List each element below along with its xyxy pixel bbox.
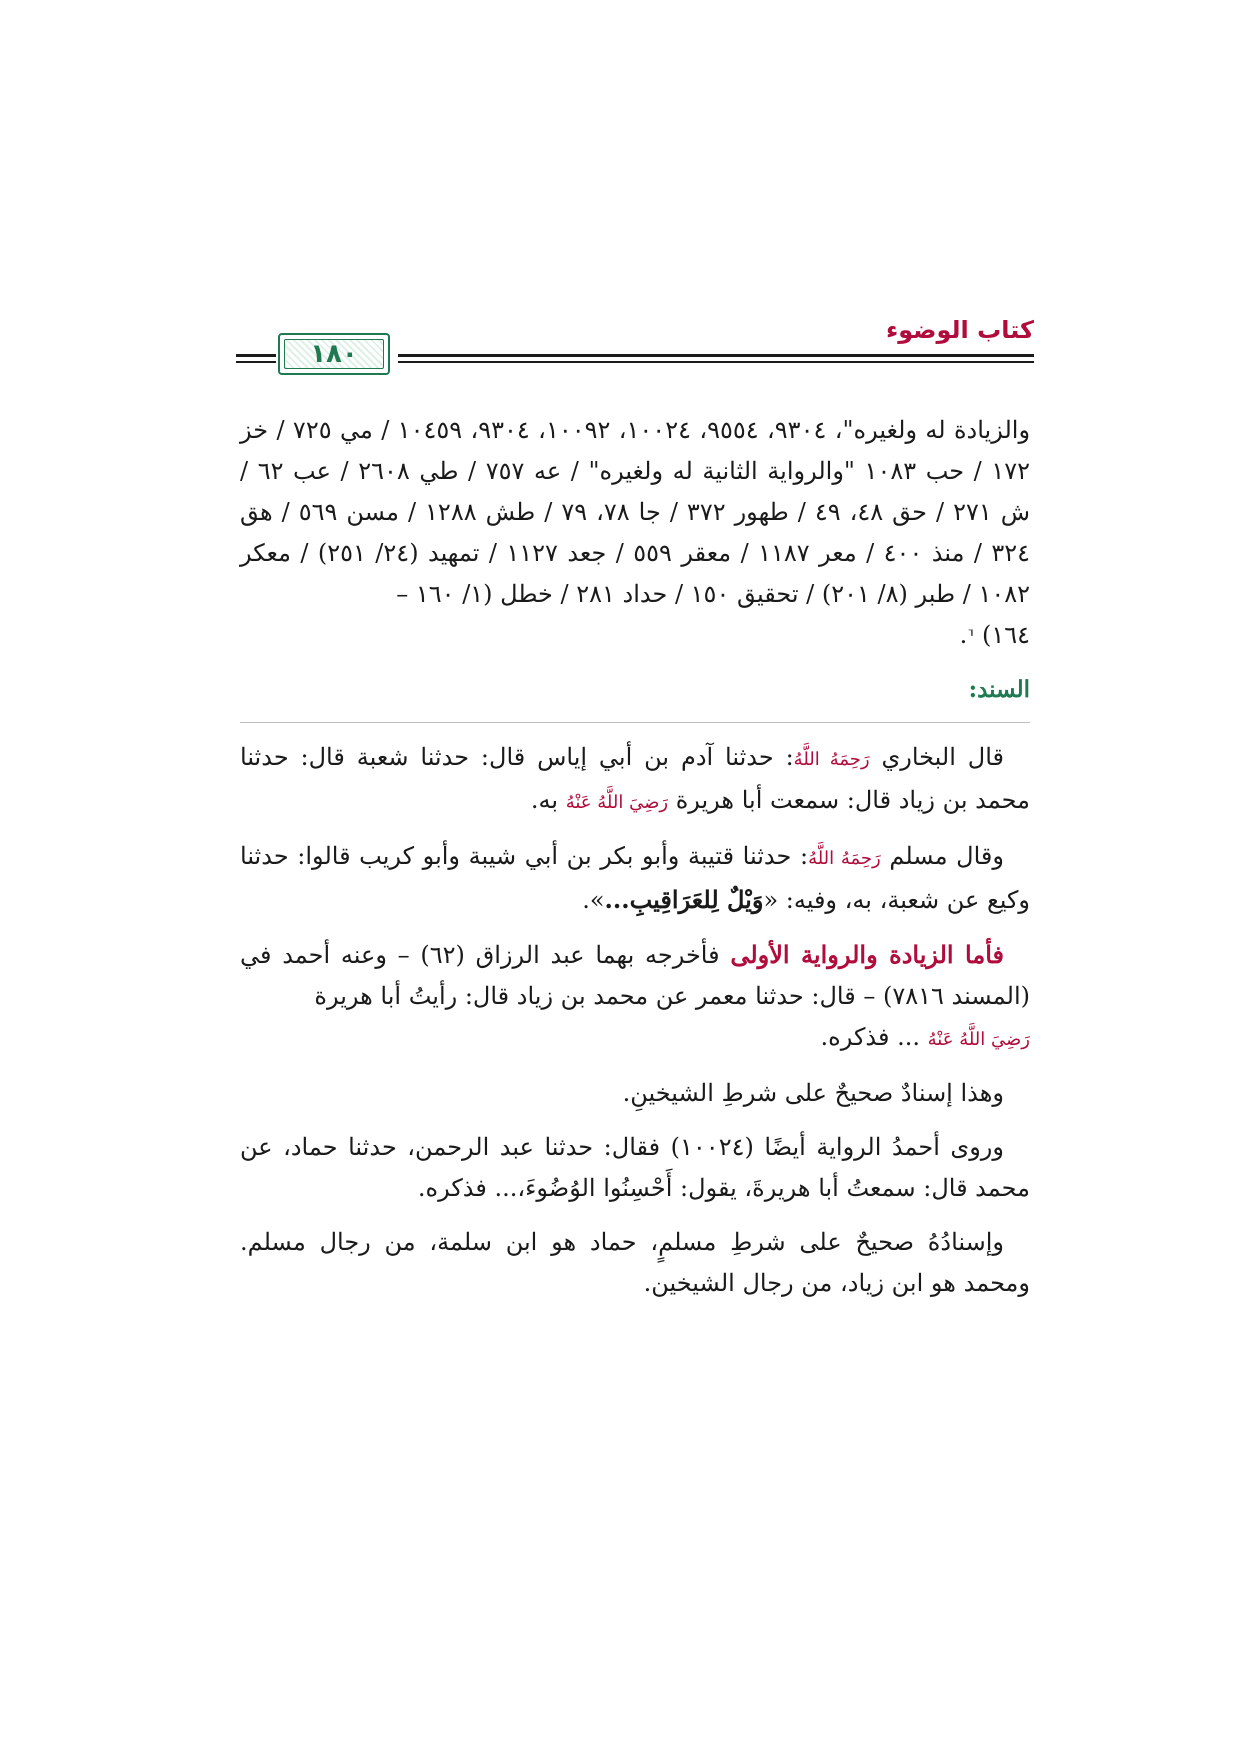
header-rule <box>236 361 276 363</box>
highlighted-phrase: فأما الزيادة والرواية الأولى <box>730 940 1005 969</box>
references-text: والزيادة له ولغيره"، ٩٣٠٤، ٩٥٥٤، ١٠٠٢٤، ١٠٠٩٢، ٩٣٠٤، ١٠٤٥٩ / مي ٧٢٥ / خز ١٧٢ / حب ١٠٨٣ "والرواية الثانية له ولغيره" / عه ٧٥٧ / طي ٢٦٠٨ / عب ٦٢ / ش ٢٧١ / حق ٤٨، ٤٩ / طهور ٣٧٢ / جا ٧٨، ٧٩ / طش ١٢٨٨ / مسن ٥٦٩ / هق ٣٢٤ / منذ ٤٠٠ / معر ١١٨٧ / معقر ٥٥٩ / جعد ١١٢٧ / تمهيد (٢٤/ ٢٥١) / معكر ١٠٨٢ / طبر (٨/ ٢٠١) / تحقيق ١٥٠ / حداد ٢٨١ / خطل (١/ ١٦٠ – <box>240 416 1031 608</box>
paragraph-text: به. <box>530 786 559 814</box>
paragraph-text: وقال مسلم <box>889 842 1004 870</box>
paragraph-text: : حدثنا آدم بن أبي إياس قال: حدثنا شعبة قال: حدثنا محمد بن زياد قال: سمعت أبا هريرة <box>240 743 1030 814</box>
paragraph-text: ... فذكره. <box>820 1023 921 1051</box>
header-rule <box>398 361 1034 363</box>
paragraph-grading-2: وإسنادُهُ صحيحٌ على شرطِ مسلمٍ، حماد هو ابن سلمة، من رجال مسلم. ومحمد هو ابن زياد، من رجال الشيخين. <box>240 1228 1030 1297</box>
honorific-glyph: رَضِيَ اللَّهُ عَنْهُ <box>927 1029 1030 1050</box>
honorific-glyph: رَضِيَ اللَّهُ عَنْهُ <box>565 792 669 813</box>
references-tail-text: ١٦٤) <box>981 621 1030 649</box>
page-number: ١٨٠ <box>310 339 358 369</box>
header-rule <box>236 354 276 357</box>
bracket-icon: ⸢ <box>967 627 975 648</box>
paragraph-bukhari <box>240 737 1030 823</box>
header-rule <box>398 354 1034 357</box>
paragraph-text: : حدثنا قتيبة وأبو بكر بن أبي شيبة وأبو كريب قالوا: حدثنا وكيع عن شعبة، به، وفيه: « <box>240 842 1030 914</box>
references-tail-end: . <box>959 621 968 649</box>
page-header <box>236 316 1034 380</box>
running-title: كتاب الوضوء <box>885 316 1034 344</box>
paragraph-muslim <box>240 836 1030 921</box>
paragraph-ziyada <box>240 934 1030 1060</box>
paragraph-ahmad: وروى أحمدُ الرواية أيضًا (١٠٠٢٤) فقال: حدثنا عبد الرحمن، حدثنا حماد، عن محمد قال: سمعتُ أبا هريرةَ، يقول: أَحْسِنُوا الوُضُوءَ،... فذكره. <box>240 1133 1030 1202</box>
section-heading-sanad: السند: <box>968 676 1030 703</box>
page-number-badge <box>278 333 390 375</box>
paragraph-text: قال البخاري <box>881 743 1004 771</box>
section-divider <box>240 722 1030 723</box>
references-tail <box>240 615 1030 658</box>
paragraph-grading-1: وهذا إسنادٌ صحيحٌ على شرطِ الشيخينِ. <box>622 1079 1004 1107</box>
paragraph-text: فأخرجه بهما عبد الرزاق (٦٢) – وعنه أحمد في (المسند ٧٨١٦) – قال: حدثنا معمر عن محمد بن زياد قال: رأيتُ أبا هريرة <box>240 941 1030 1010</box>
main-text <box>240 410 1030 1317</box>
hadith-quote: وَيْلٌ لِلعَرَاقِيبِ... <box>604 885 764 914</box>
honorific-glyph: رَحِمَهُ اللَّهُ <box>808 848 881 869</box>
paragraph-text: ». <box>582 886 605 914</box>
honorific-glyph: رَحِمَهُ اللَّهُ <box>793 749 870 770</box>
references-block <box>240 410 1030 658</box>
